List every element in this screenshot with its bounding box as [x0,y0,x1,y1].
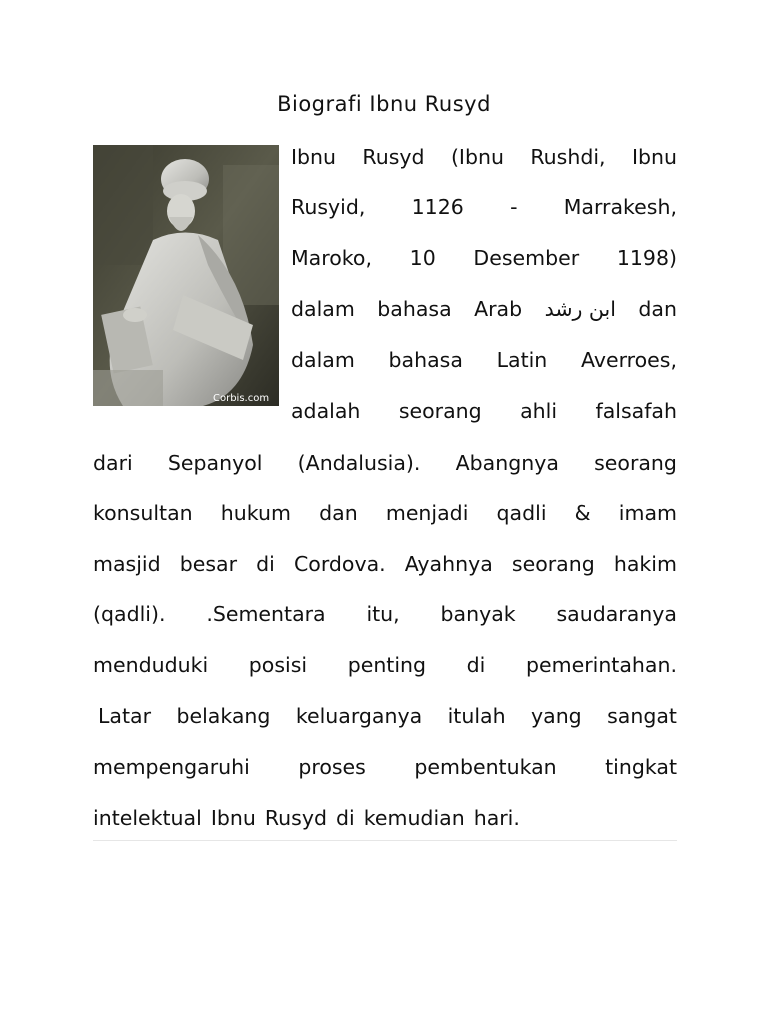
word: (Ibnu [450,145,504,169]
word: tingkat [605,755,677,779]
word: mempengaruhi [93,755,250,779]
word: & [574,501,591,525]
word: konsultan [93,501,193,525]
text-line [291,192,677,222]
word: Rusyid, [291,195,366,219]
word: (Andalusia). [297,451,421,475]
text-line [291,243,677,273]
word: falsafah [595,399,677,423]
word: (qadli). [93,602,166,626]
word: penting [347,653,427,677]
word: menduduki [93,653,209,677]
watermark-text: Corbis.com [213,393,270,404]
word: qadli [496,501,547,525]
word: imam [618,501,677,525]
word: menjadi [385,501,469,525]
text-line [291,345,677,375]
word: bahasa [388,348,463,372]
word: Maroko, [291,246,372,270]
word: hukum [220,501,291,525]
word: intelektual [93,806,202,830]
word: dan [638,297,677,321]
word: dalam [291,297,355,321]
word: - [510,195,518,219]
word: di [256,552,275,576]
word: 1198) [616,246,677,270]
word: Rusyd [362,145,425,169]
text-line [93,599,677,629]
word: hari. [473,806,520,830]
word: pemerintahan. [525,653,677,677]
word: bahasa [377,297,452,321]
text-line [93,448,677,478]
word: posisi [248,653,308,677]
text-line [93,803,677,833]
word: Rushdi, [530,145,606,169]
word: saudaranya [556,602,677,626]
page-divider [93,840,677,841]
text-line [291,142,677,172]
word: Ibnu [210,806,256,830]
word: ahli [520,399,558,423]
word: belakang [176,704,271,728]
text-line [291,396,677,426]
document-title: Biografi Ibnu Rusyd [277,92,491,116]
word: di [466,653,486,677]
word: .Sementara [206,602,326,626]
word: itu, [366,602,400,626]
statue-photo [93,145,279,406]
text-line [93,498,677,528]
word: proses [298,755,366,779]
word: Marrakesh, [563,195,677,219]
text-line [291,294,677,324]
word: itulah [447,704,506,728]
word: masjid [93,552,161,576]
word: Latin [496,348,548,372]
word: Averroes, [581,348,677,372]
word: Ayahnya [404,552,493,576]
word: dalam [291,348,355,372]
word: di [336,806,355,830]
text-line [93,650,677,680]
word: Ibnu [291,145,337,169]
word: sangat [607,704,677,728]
word: seorang [594,451,677,475]
arabic-name: ابن رشد [544,297,616,321]
word: pembentukan [414,755,557,779]
word: 10 [409,246,436,270]
word: Abangnya [455,451,559,475]
word: Latar [98,704,152,728]
word: seorang [398,399,482,423]
text-line [98,701,677,731]
word: Arab [474,297,523,321]
text-line [93,549,677,579]
word: yang [531,704,582,728]
word: 1126 [411,195,464,219]
word: kemudian [363,806,465,830]
word: banyak [440,602,516,626]
word: adalah [291,399,361,423]
word: dari [93,451,133,475]
text-line [93,752,677,782]
word: hakim [613,552,677,576]
word: besar [179,552,238,576]
word: Rusyd [264,806,327,830]
word: Ibnu [631,145,677,169]
word: Sepanyol [167,451,263,475]
word: keluarganya [295,704,423,728]
word: Cordova. [293,552,386,576]
word: Desember [473,246,580,270]
word: seorang [511,552,595,576]
word: dan [319,501,358,525]
